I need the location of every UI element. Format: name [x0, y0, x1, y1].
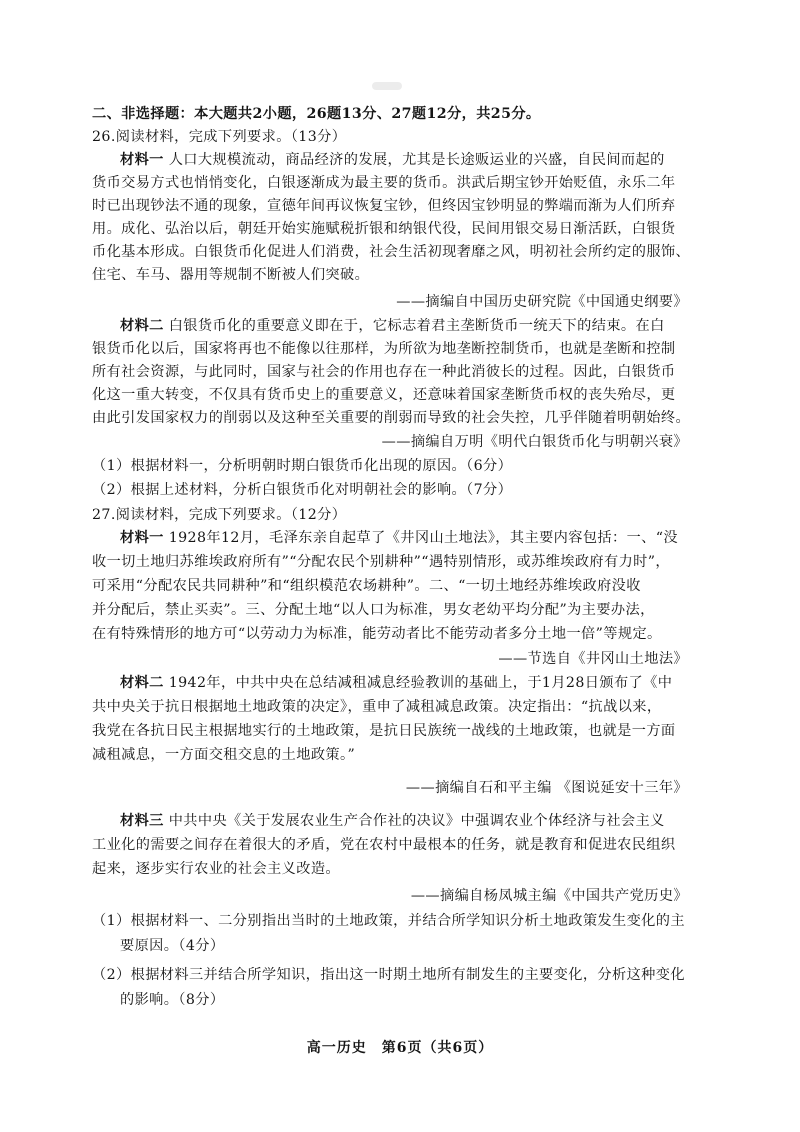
q27-m3-line2: 工业化的需要之间存在着很大的矛盾，党在农村中最根本的任务，就是教育和促进农民组织 — [92, 837, 676, 853]
q27-m1-line3: 可采用“分配农民共同耕种”和“组织模范农场耕种”。二、“一切土地经苏维埃政府没收 — [92, 578, 641, 594]
q26-title: 26.阅读材料，完成下列要求。（13分） — [92, 129, 347, 145]
q27-m2-source: ——摘编自石和平主编 《图说延安十三年》 — [405, 780, 688, 796]
q26-m2-text: 白银货币化的重要意义即在于，它标志着君主垄断货币一统天下的结束。在白 — [168, 318, 665, 334]
q26-question-2: （2）根据上述材料，分析白银货币化对明朝社会的影响。（7分） — [92, 482, 513, 498]
q27-m2-text: 1942年，中共中央在总结减租减息经验教训的基础上，于1月28日颁布了《中 — [168, 675, 673, 691]
q27-m2-line4: 减租减息，一方面交租交息的土地政策。” — [92, 747, 356, 763]
q27-m3-source: ——摘编自杨凤城主编《中国共产党历史》 — [410, 888, 688, 904]
q27-title: 27.阅读材料，完成下列要求。（12分） — [92, 507, 347, 523]
q27-m2-line3: 我党在各抗日民主根据地实行的土地政策，是抗日民族统一战线的土地政策，也就是一方面 — [92, 723, 676, 739]
q27-m1-line1 — [120, 528, 678, 548]
section-heading: 二、非选择题： — [92, 106, 195, 122]
q27-m2-line2: 共中央关于抗日根据地土地政策的决定》，重申了减租减息政策。决定指出：“抗战以来， — [92, 699, 662, 715]
q26-m1-line3: 时已出现钞法不通的现象，宣德年间再议恢复宝钞，但终因宝钞明显的弊端而渐为人们所弃 — [92, 198, 676, 214]
page-footer: 高一历史 第6页（共6页） — [306, 1040, 494, 1056]
q27-m1-line5: 在有特殊情形的地方可“以劳动力为标准，能劳动者比不能劳动者多分土地一倍”等规定。 — [92, 626, 662, 642]
q27-question-2-line1: （2）根据材料三并结合所学知识，指出这一时期土地所有制发生的主要变化，分析这种变化 — [92, 967, 685, 983]
q27-m3-line1 — [120, 811, 665, 831]
q27-m2-label: 材料二 — [120, 675, 164, 691]
q26-question-1: （1）根据材料一，分析明朝时期白银货币化出现的原因。（6分） — [92, 458, 513, 474]
q26-m2-label: 材料二 — [120, 318, 164, 334]
q27-m1-label: 材料一 — [120, 530, 164, 546]
q27-m1-line2: 收一切土地归苏维埃政府所有”“分配农民个别耕种”“遇特别情形，或苏维埃政府有力时”， — [92, 554, 671, 570]
q26-m1-line6: 住宅、车马、器用等规制不断被人们突破。 — [92, 267, 370, 283]
q26-m1-line4: 用。成化、弘治以后，朝廷开始实施赋税折银和纳银代役，民间用银交易日渐活跃，白银货 — [92, 221, 676, 237]
q26-m2-line1 — [120, 316, 665, 336]
q27-question-1-line1: （1）根据材料一、二分别指出当时的土地政策，并结合所学知识分析土地政策发生变化的主 — [92, 913, 685, 929]
q27-m2-line1 — [120, 673, 672, 693]
q26-m2-line2: 银货币化以后，国家将再也不能像以往那样，为所欲为地垄断控制货币，也就是垄断和控制 — [92, 341, 676, 357]
q26-m2-line5: 由此引发国家权力的削弱以及这种至关重要的削弱而导致的社会失控，几乎伴随着明朝始终。 — [92, 410, 691, 426]
q27-question-1-line2: 要原因。（4分） — [120, 938, 225, 954]
q26-m2-line4: 化这一重大转变，不仅具有货币史上的重要意义，还意味着国家垄断货币权的丧失殆尽，更 — [92, 387, 676, 403]
q27-m1-text: 1928年12月，毛泽东亲自起草了《井冈山土地法》，其主要内容包括：一、“没 — [168, 530, 679, 546]
q26-m1-line2: 货币交易方式也悄悄变化，白银逐渐成为最主要的货币。洪武后期宝钞开始贬值，永乐二年 — [92, 175, 676, 191]
q26-m1-source: ——摘编自中国历史研究院《中国通史纲要》 — [396, 294, 688, 310]
q27-m3-line3: 起来，逐步实行农业的社会主义改造。 — [92, 861, 340, 877]
q27-m1-line4: 并分配后，禁止买卖”。三、分配土地“以人口为标准，男女老幼平均分配”为主要办法， — [92, 602, 655, 618]
q26-m1-line5: 币化基本形成。白银货币化促进人们消费，社会生活初现奢靡之风，明初社会所约定的服饰、 — [92, 244, 691, 260]
q26-m1-line1 — [120, 150, 665, 170]
q26-m1-label: 材料一 — [120, 152, 164, 168]
q27-m3-text: 中共中央《关于发展农业生产合作社的决议》中强调农业个体经济与社会主义 — [168, 813, 665, 829]
section-intro: 本大题共2小题，26题13分、27题12分，共25分。 — [194, 106, 541, 122]
q27-question-2-line2: 的影响。（8分） — [120, 992, 225, 1008]
q26-m2-source: ——摘编自万明《明代白银货币化与明朝兴衰》 — [381, 434, 688, 450]
q27-m1-source: ——节选自《井冈山土地法》 — [498, 651, 688, 667]
scan-smudge — [372, 82, 402, 90]
q27-m3-label: 材料三 — [120, 813, 164, 829]
q26-m2-line3: 所有社会资源，与此同时，国家与社会的作用也存在一种此消彼长的过程。因此，白银货币 — [92, 364, 676, 380]
section-heading-line — [92, 104, 541, 124]
q26-m1-text: 人口大规模流动，商品经济的发展，尤其是长途贩运业的兴盛，自民间而起的 — [168, 152, 665, 168]
